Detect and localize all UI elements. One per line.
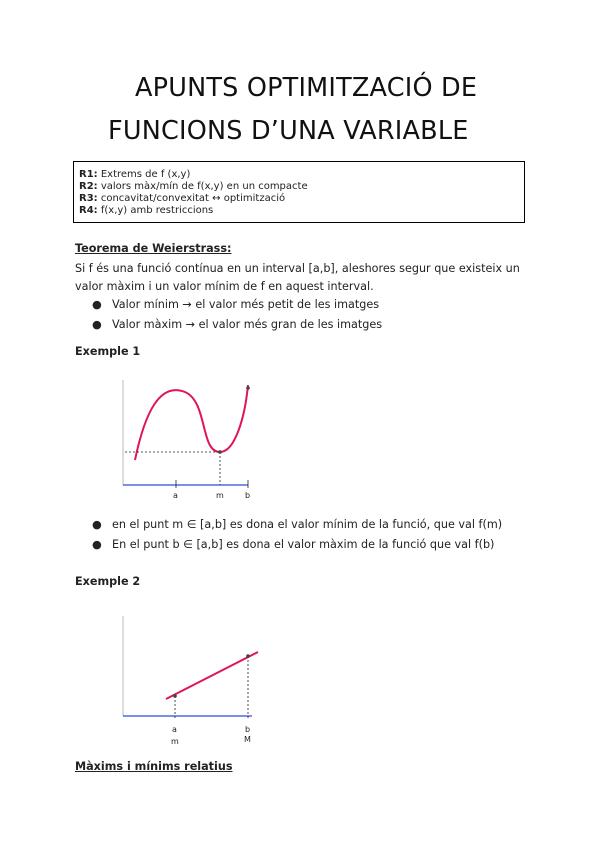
summary-item: R1: Extrems de f (x,y) xyxy=(79,169,191,180)
example1-graph xyxy=(110,372,270,507)
max-point xyxy=(246,654,250,658)
weierstrass-bullet: ● Valor mínim → el valor més petit de les imatges xyxy=(92,298,380,311)
summary-box xyxy=(73,161,525,223)
weierstrass-heading: Teorema de Weierstrass: xyxy=(75,242,232,255)
weierstrass-text-2: valor màxim i un valor mínim de f en aquest interval. xyxy=(75,280,374,293)
label-a: a xyxy=(172,725,177,734)
page-title-line-2: FUNCIONS D’UNA VARIABLE xyxy=(108,116,469,146)
label-m: m xyxy=(216,491,224,500)
example2-graph xyxy=(110,610,270,750)
example1-bullet: ● En el punt b ∈ [a,b] es dona el valor màxim de la funció que val f(b) xyxy=(92,538,495,551)
function-line xyxy=(166,652,258,699)
min-point xyxy=(173,694,177,698)
label-b: b xyxy=(245,725,251,734)
summary-item: R2: valors màx/mín de f(x,y) en un compacte xyxy=(79,181,308,192)
summary-item: R3: concavitat/convexitat ↔ optimització xyxy=(79,193,286,204)
max-point xyxy=(246,386,250,390)
weierstrass-bullet: ● Valor màxim → el valor més gran de les imatges xyxy=(92,318,383,331)
example1-heading: Exemple 1 xyxy=(75,345,141,358)
label-a: a xyxy=(173,491,178,500)
weierstrass-text-1: Si f és una funció contínua en un interval [a,b], aleshores segur que existeix un xyxy=(75,262,520,275)
summary-item: R4: f(x,y) amb restriccions xyxy=(79,205,214,216)
label-b: b xyxy=(245,491,251,500)
relatius-heading: Màxims i mínims relatius xyxy=(75,760,233,773)
example1-bullet: ● en el punt m ∈ [a,b] es dona el valor mínim de la funció, que val f(m) xyxy=(92,518,503,531)
page-title-line-1: APUNTS OPTIMITZACIÓ DE xyxy=(135,73,478,103)
min-point xyxy=(218,450,222,454)
function-curve xyxy=(135,385,248,460)
example2-heading: Exemple 2 xyxy=(75,575,141,588)
label-M: M xyxy=(244,735,251,744)
label-m: m xyxy=(171,737,179,746)
